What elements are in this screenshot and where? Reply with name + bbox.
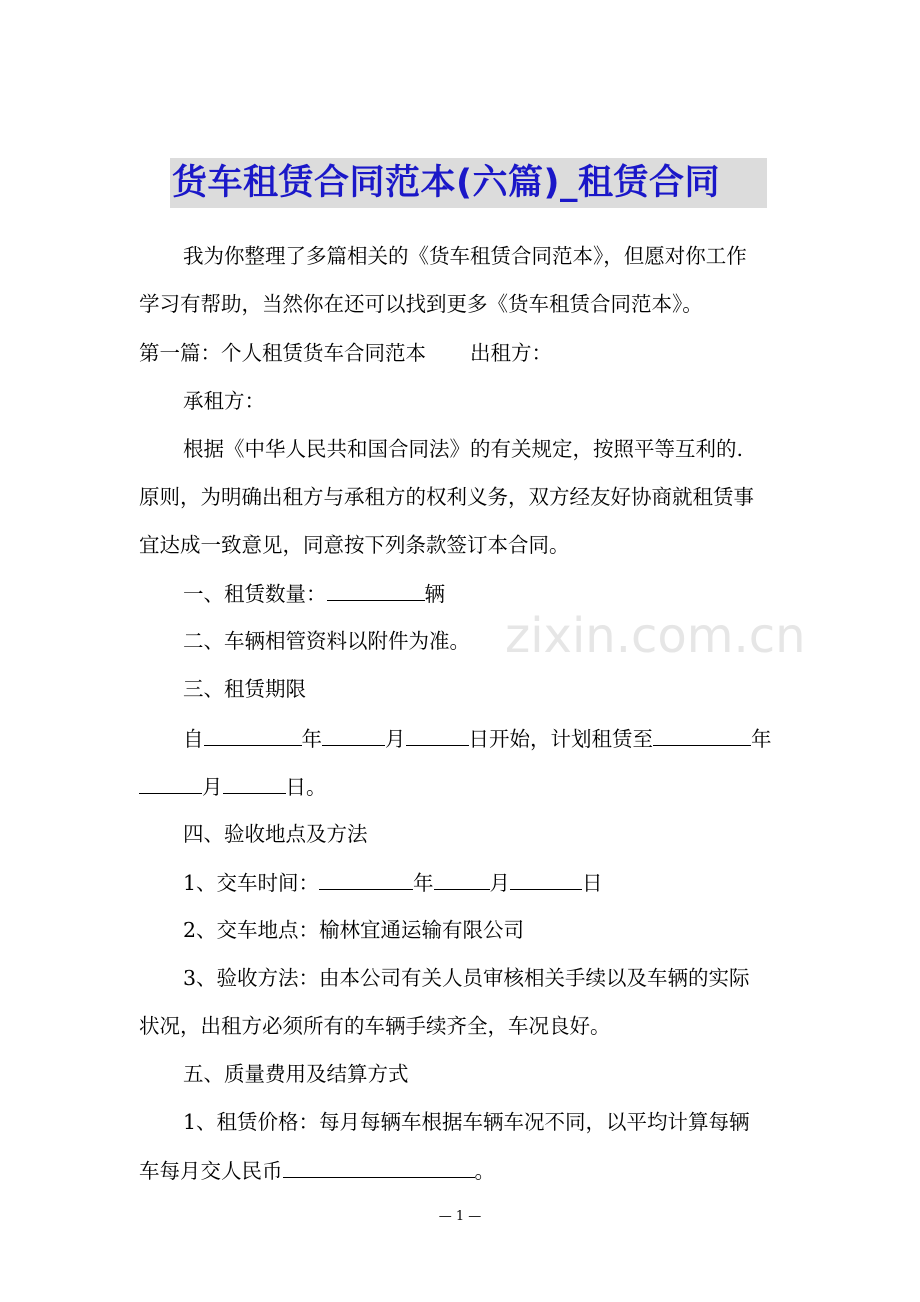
end-year-blank — [653, 723, 751, 746]
end-month-blank — [139, 771, 202, 794]
clause-5: 五、质量费用及结算方式 — [183, 1062, 409, 1086]
preamble-line-2: 原则，为明确出租方与承租方的权利义务，双方经友好协商就租赁事 — [139, 485, 754, 509]
quantity-blank — [327, 578, 425, 601]
term-line-1 — [183, 723, 772, 753]
watermark: zixin.com.cn — [505, 608, 806, 664]
start-month-blank — [322, 723, 385, 746]
lessee-label: 承租方： — [183, 389, 265, 413]
lessor-label: 出租方： — [470, 341, 552, 365]
preamble-line-3: 宜达成一致意见，同意按下列条款签订本合同。 — [139, 533, 570, 557]
title-highlight — [170, 158, 767, 208]
clause-2: 二、车辆相管资料以附件为准。 — [183, 629, 470, 653]
term-month-2: 月 — [202, 775, 223, 799]
term-day-end: 日。 — [285, 775, 327, 799]
clause-1-suffix: 辆 — [424, 582, 445, 606]
term-from: 自 — [183, 727, 204, 751]
term-year-2: 年 — [751, 727, 772, 751]
delivery-day: 日 — [582, 871, 603, 895]
clause-4: 四、验收地点及方法 — [183, 822, 368, 846]
intro-line-2: 学习有帮助，当然你在还可以找到更多《货车租赁合同范本》。 — [139, 292, 703, 316]
start-year-blank — [204, 723, 302, 746]
delivery-place: 2、交车地点：榆林宜通运输有限公司 — [183, 918, 525, 942]
price-prefix: 车每月交人民币 — [139, 1159, 283, 1183]
start-day-blank — [406, 723, 469, 746]
inspection-line-1: 3、验收方法：由本公司有关人员审核相关手续以及车辆的实际 — [183, 966, 750, 990]
delivery-day-blank — [510, 867, 582, 890]
delivery-time-prefix: 1、交车时间： — [183, 871, 320, 895]
document-title: 货车租赁合同范本(六篇)_租赁合同 — [172, 163, 720, 203]
delivery-time-line — [183, 867, 603, 897]
term-line-2 — [139, 771, 327, 801]
price-suffix: 。 — [474, 1159, 495, 1183]
delivery-month-blank — [434, 867, 490, 890]
section-1-heading: 第一篇：个人租赁货车合同范本 — [139, 341, 426, 365]
price-blank — [283, 1155, 475, 1178]
price-line-1: 1、租赁价格：每月每辆车根据车辆车况不同，以平均计算每辆 — [183, 1110, 750, 1134]
inspection-line-2: 状况，出租方必须所有的车辆手续齐全，车况良好。 — [139, 1014, 611, 1038]
page-number: — 1 — — [438, 1209, 482, 1224]
clause-1-prefix: 一、租赁数量： — [183, 582, 327, 606]
term-start-until: 日开始，计划租赁至 — [468, 727, 653, 751]
price-line-2 — [139, 1155, 495, 1185]
delivery-year-blank — [319, 867, 413, 890]
delivery-year: 年 — [413, 871, 434, 895]
end-day-blank — [223, 771, 286, 794]
clause-1-line — [183, 578, 445, 608]
term-year: 年 — [301, 727, 322, 751]
clause-3: 三、租赁期限 — [183, 677, 306, 701]
term-month: 月 — [385, 727, 406, 751]
preamble-line-1: 根据《中华人民共和国合同法》的有关规定，按照平等互利的. — [183, 437, 744, 461]
section-1-line — [139, 338, 552, 368]
delivery-month: 月 — [489, 871, 511, 895]
intro-line-1: 我为你整理了多篇相关的《货车租赁合同范本》，但愿对你工作 — [183, 244, 747, 268]
